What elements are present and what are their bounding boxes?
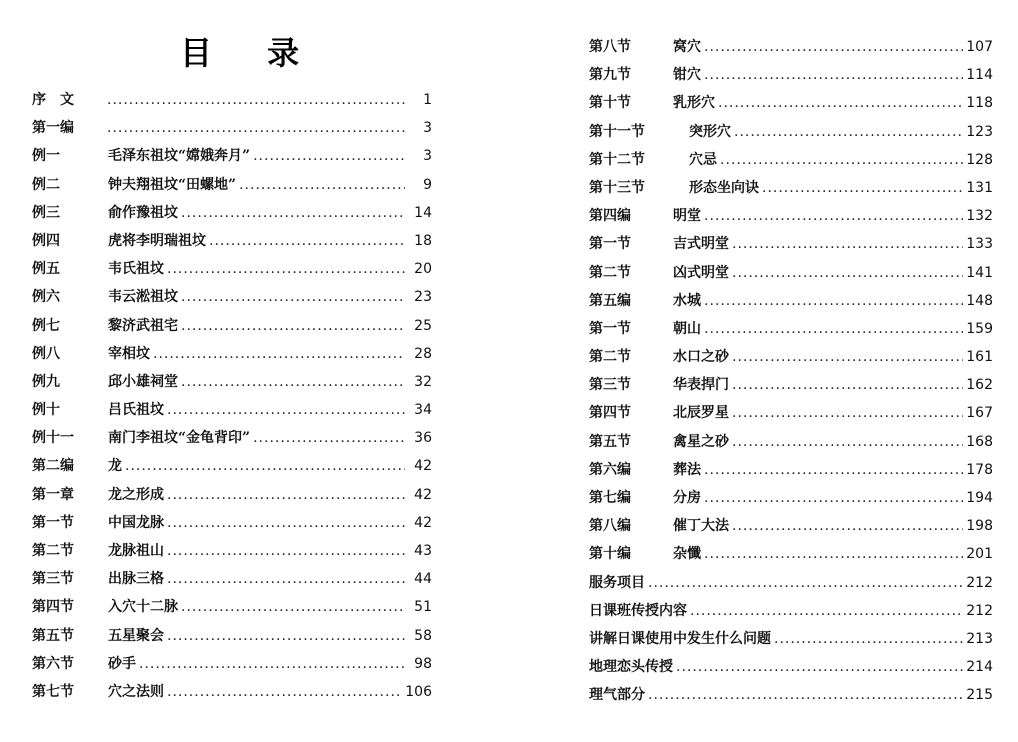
dot-leader bbox=[704, 202, 963, 230]
toc-entry-page: 162 bbox=[966, 377, 993, 394]
toc-entry-page: 107 bbox=[966, 39, 993, 55]
toc-entry-label: 例四 bbox=[32, 232, 60, 249]
toc-entry-heading: 钟夫翔祖坟“田螺地” bbox=[108, 176, 237, 193]
toc-entry-heading: 邱小雄祠堂 bbox=[108, 373, 178, 390]
toc-entry-heading: 韦氏祖坟 bbox=[108, 261, 164, 278]
toc-entry-label: 例七 bbox=[32, 317, 60, 334]
toc-entry bbox=[589, 259, 993, 287]
dot-leader bbox=[718, 89, 963, 117]
toc-entry bbox=[32, 340, 432, 368]
toc-entry-page: 98 bbox=[414, 655, 432, 672]
toc-entry bbox=[32, 565, 432, 593]
toc-entry-label: 第二节 bbox=[32, 543, 74, 559]
dot-leader bbox=[732, 259, 963, 287]
toc-entry-page: 118 bbox=[966, 95, 993, 112]
dot-leader bbox=[732, 230, 963, 258]
toc-entry-page: 168 bbox=[966, 433, 993, 450]
toc-entry-label: 例六 bbox=[32, 289, 60, 306]
toc-entry-heading: 黎济武祖宅 bbox=[108, 317, 178, 334]
dot-leader bbox=[167, 678, 402, 706]
dot-leader bbox=[167, 255, 405, 283]
dot-leader bbox=[107, 86, 405, 114]
dot-leader bbox=[704, 61, 963, 89]
toc-entry-page: 214 bbox=[966, 659, 993, 676]
toc-entry bbox=[589, 569, 993, 597]
toc-entry-page: 133 bbox=[966, 236, 993, 253]
toc-entry-label: 第二节 bbox=[589, 349, 631, 366]
dot-leader bbox=[181, 283, 405, 311]
toc-entry-label: 例八 bbox=[32, 345, 60, 362]
toc-entry-heading: 虎将李明瑞祖坟 bbox=[108, 232, 206, 249]
toc-entry-page: 18 bbox=[414, 232, 432, 249]
toc-entry-label: 第八编 bbox=[589, 518, 631, 535]
toc-entry-heading: 朝山 bbox=[673, 320, 701, 337]
toc-entry-page: 20 bbox=[414, 261, 432, 278]
dot-leader bbox=[139, 650, 405, 678]
toc-entry bbox=[589, 371, 993, 399]
toc-entry-heading: 形态坐向诀 bbox=[689, 179, 759, 196]
toc-entry bbox=[32, 283, 432, 311]
toc-entry-heading: 突形穴 bbox=[689, 123, 731, 140]
toc-entry-heading: 北辰罗星 bbox=[673, 405, 729, 422]
toc-entry-label: 日课班传授内容 bbox=[589, 602, 687, 619]
toc-entry-page: 36 bbox=[414, 430, 432, 447]
toc-entry-heading: 五星聚会 bbox=[108, 627, 164, 644]
toc-entry bbox=[32, 312, 432, 340]
dot-leader bbox=[704, 287, 963, 315]
toc-entry-page: 141 bbox=[966, 264, 993, 281]
dot-leader bbox=[732, 371, 963, 399]
toc-entry-label: 第二节 bbox=[589, 264, 631, 281]
toc-entry-page: 148 bbox=[966, 292, 993, 309]
toc-entry-page: 25 bbox=[414, 317, 432, 334]
toc-entry bbox=[589, 315, 993, 343]
dot-leader bbox=[704, 456, 963, 484]
toc-entry-page: 161 bbox=[966, 349, 993, 366]
dot-leader bbox=[167, 509, 405, 537]
toc-entry-label: 第八节 bbox=[589, 39, 631, 55]
toc-entry bbox=[32, 622, 432, 650]
dot-leader bbox=[253, 142, 405, 170]
toc-entry bbox=[589, 89, 993, 117]
toc-entry-label: 第五节 bbox=[589, 433, 631, 450]
dot-leader bbox=[676, 653, 963, 681]
toc-entry-label: 序 文 bbox=[32, 92, 74, 108]
toc-entry-heading: 分房 bbox=[673, 490, 701, 506]
dot-leader bbox=[704, 33, 963, 61]
toc-entry-label: 第十三节 bbox=[589, 179, 645, 196]
toc-entry-page: 32 bbox=[414, 373, 432, 390]
toc-entry-page: 212 bbox=[966, 574, 993, 591]
toc-entry-label: 第三节 bbox=[32, 571, 74, 588]
toc-entry bbox=[32, 593, 432, 621]
toc-entry-label: 例二 bbox=[32, 176, 60, 193]
toc-entry-page: 3 bbox=[423, 120, 432, 137]
toc-entry bbox=[589, 681, 993, 709]
toc-entry bbox=[589, 343, 993, 371]
toc-entry bbox=[32, 199, 432, 227]
toc-entry-heading: 俞作豫祖坟 bbox=[108, 204, 178, 221]
toc-entry-label: 例五 bbox=[32, 261, 60, 278]
toc-entry-page: 131 bbox=[966, 179, 993, 196]
toc-entry-heading: 华表捍门 bbox=[673, 377, 729, 394]
toc-entry-label: 例九 bbox=[32, 373, 60, 390]
toc-entry-label: 第二编 bbox=[32, 458, 74, 475]
dot-leader bbox=[181, 312, 405, 340]
dot-leader bbox=[153, 340, 405, 368]
toc-entry-label: 地理恋头传授 bbox=[589, 659, 673, 676]
toc-entry-label: 第四编 bbox=[589, 208, 631, 225]
toc-entry-heading: 禽星之砂 bbox=[673, 433, 729, 450]
toc-entry-label: 例十一 bbox=[32, 430, 74, 447]
toc-entry bbox=[589, 118, 993, 146]
dot-leader bbox=[690, 597, 963, 625]
toc-entry bbox=[589, 33, 993, 61]
toc-entry-label: 第七编 bbox=[589, 490, 631, 506]
toc-entry-label: 第四节 bbox=[589, 405, 631, 422]
toc-entry-page: 43 bbox=[414, 543, 432, 559]
toc-entry-page: 123 bbox=[966, 123, 993, 140]
dot-leader bbox=[125, 452, 405, 480]
toc-entry-page: 14 bbox=[414, 204, 432, 221]
dot-leader bbox=[704, 484, 963, 512]
toc-entry-page: 114 bbox=[966, 67, 993, 84]
toc-entry bbox=[32, 509, 432, 537]
toc-entry-heading: 中国龙脉 bbox=[108, 514, 164, 531]
dot-leader bbox=[774, 625, 963, 653]
dot-leader bbox=[167, 481, 405, 509]
dot-leader bbox=[648, 681, 963, 709]
toc-entry-heading: 凶式明堂 bbox=[673, 264, 729, 281]
toc-entry-label: 例一 bbox=[32, 148, 60, 165]
dot-leader bbox=[732, 399, 963, 427]
toc-entry-label: 第三节 bbox=[589, 377, 631, 394]
toc-entry-heading: 穴忌 bbox=[689, 151, 717, 168]
toc-entry-label: 第十一节 bbox=[589, 123, 645, 140]
dot-leader bbox=[167, 537, 405, 565]
toc-entry-page: 42 bbox=[414, 458, 432, 475]
toc-entry-heading: 吉式明堂 bbox=[673, 236, 729, 253]
toc-entry bbox=[589, 174, 993, 202]
toc-entry-page: 23 bbox=[414, 289, 432, 306]
toc-entry-heading: 入穴十二脉 bbox=[108, 599, 178, 616]
toc-entry-label: 第十编 bbox=[589, 546, 631, 563]
toc-entry-label: 讲解日课使用中发生什么问题 bbox=[589, 630, 771, 647]
toc-entry-page: 159 bbox=[966, 320, 993, 337]
toc-entry bbox=[32, 114, 432, 142]
toc-entry-label: 第一节 bbox=[32, 514, 74, 531]
toc-entry bbox=[32, 452, 432, 480]
toc-entry-page: 212 bbox=[966, 602, 993, 619]
toc-list-right bbox=[589, 33, 993, 710]
toc-entry-page: 106 bbox=[405, 683, 432, 700]
toc-entry-heading: 杂懺 bbox=[673, 546, 701, 563]
toc-entry-heading: 龙 bbox=[108, 458, 122, 475]
toc-entry-heading: 催丁大法 bbox=[673, 518, 729, 535]
toc-entry-label: 第六编 bbox=[589, 461, 631, 478]
toc-entry bbox=[32, 171, 432, 199]
toc-entry-label: 第七节 bbox=[32, 683, 74, 700]
toc-entry bbox=[32, 396, 432, 424]
toc-entry-page: 167 bbox=[966, 405, 993, 422]
dot-leader bbox=[704, 540, 963, 568]
toc-entry bbox=[589, 484, 993, 512]
dot-leader bbox=[253, 424, 405, 452]
dot-leader bbox=[167, 565, 405, 593]
toc-entry-label: 第六节 bbox=[32, 655, 74, 672]
toc-entry bbox=[32, 650, 432, 678]
toc-title: 目 录 bbox=[180, 34, 322, 72]
toc-entry bbox=[32, 537, 432, 565]
toc-entry-page: 215 bbox=[966, 687, 993, 704]
dot-leader bbox=[107, 114, 405, 142]
toc-entry-page: 44 bbox=[414, 571, 432, 588]
toc-entry-label: 第四节 bbox=[32, 599, 74, 616]
toc-entry-page: 51 bbox=[414, 599, 432, 616]
toc-entry-page: 34 bbox=[414, 402, 432, 419]
toc-entry-heading: 乳形穴 bbox=[673, 95, 715, 112]
toc-entry-page: 9 bbox=[423, 176, 432, 193]
toc-entry-page: 28 bbox=[414, 345, 432, 362]
toc-entry-label: 第九节 bbox=[589, 67, 631, 84]
toc-entry bbox=[589, 653, 993, 681]
dot-leader bbox=[181, 593, 405, 621]
toc-entry-page: 213 bbox=[966, 630, 993, 647]
toc-entry-heading: 葬法 bbox=[673, 461, 701, 478]
toc-entry-label: 第五编 bbox=[589, 292, 631, 309]
toc-entry-page: 194 bbox=[966, 490, 993, 506]
toc-entry-page: 132 bbox=[966, 208, 993, 225]
toc-entry bbox=[589, 597, 993, 625]
toc-entry-page: 1 bbox=[423, 92, 432, 108]
toc-entry-heading: 宰相坟 bbox=[108, 345, 150, 362]
toc-entry-heading: 穴之法则 bbox=[108, 683, 164, 700]
toc-entry-heading: 毛泽东祖坟“嫦娥奔月” bbox=[108, 148, 251, 165]
toc-entry-heading: 水口之砂 bbox=[673, 349, 729, 366]
toc-entry bbox=[589, 456, 993, 484]
toc-entry-page: 128 bbox=[966, 151, 993, 168]
toc-entry-page: 3 bbox=[423, 148, 432, 165]
toc-entry-label: 服务项目 bbox=[589, 574, 645, 591]
toc-entry-heading: 出脉三格 bbox=[108, 571, 164, 588]
dot-leader bbox=[209, 227, 405, 255]
toc-entry-label: 第一节 bbox=[589, 236, 631, 253]
toc-entry-heading: 南门李祖坟“金龟背印” bbox=[108, 430, 251, 447]
toc-entry-label: 理气部分 bbox=[589, 687, 645, 704]
dot-leader bbox=[181, 199, 405, 227]
toc-entry-heading: 钳穴 bbox=[673, 67, 701, 84]
dot-leader bbox=[239, 171, 405, 199]
dot-leader bbox=[734, 118, 963, 146]
dot-leader bbox=[732, 343, 963, 371]
dot-leader bbox=[720, 146, 963, 174]
toc-entry bbox=[32, 424, 432, 452]
toc-entry-label: 第五节 bbox=[32, 627, 74, 644]
toc-entry-heading: 水城 bbox=[673, 292, 701, 309]
toc-entry-label: 第十节 bbox=[589, 95, 631, 112]
toc-entry bbox=[589, 146, 993, 174]
dot-leader bbox=[732, 428, 963, 456]
toc-entry-heading: 砂手 bbox=[108, 655, 136, 672]
toc-entry bbox=[589, 399, 993, 427]
toc-entry bbox=[32, 255, 432, 283]
toc-entry bbox=[589, 202, 993, 230]
toc-entry-page: 201 bbox=[966, 546, 993, 563]
dot-leader bbox=[704, 315, 963, 343]
toc-entry-page: 58 bbox=[414, 627, 432, 644]
dot-leader bbox=[762, 174, 963, 202]
toc-entry-label: 第一编 bbox=[32, 120, 74, 137]
toc-entry bbox=[589, 625, 993, 653]
toc-entry-heading: 明堂 bbox=[673, 208, 701, 225]
toc-entry bbox=[589, 230, 993, 258]
toc-entry-page: 178 bbox=[966, 461, 993, 478]
dot-leader bbox=[167, 622, 405, 650]
toc-entry-label: 例三 bbox=[32, 204, 60, 221]
toc-entry bbox=[32, 227, 432, 255]
toc-entry bbox=[589, 61, 993, 89]
toc-list-left bbox=[32, 86, 432, 706]
dot-leader bbox=[167, 396, 405, 424]
toc-entry-heading: 韦云淞祖坟 bbox=[108, 289, 178, 306]
toc-entry-label: 例十 bbox=[32, 402, 60, 419]
toc-entry-heading: 龙之形成 bbox=[108, 486, 164, 503]
dot-leader bbox=[648, 569, 963, 597]
toc-entry-page: 42 bbox=[414, 486, 432, 503]
toc-entry-page: 198 bbox=[966, 518, 993, 535]
toc-entry-page: 42 bbox=[414, 514, 432, 531]
toc-entry bbox=[32, 142, 432, 170]
toc-entry-heading: 吕氏祖坟 bbox=[108, 402, 164, 419]
toc-entry bbox=[32, 86, 432, 114]
toc-entry-label: 第一章 bbox=[32, 486, 74, 503]
dot-leader bbox=[732, 512, 963, 540]
toc-entry bbox=[589, 287, 993, 315]
toc-entry-heading: 窝穴 bbox=[673, 39, 701, 55]
toc-entry bbox=[589, 428, 993, 456]
toc-entry-heading: 龙脉祖山 bbox=[108, 543, 164, 559]
toc-entry bbox=[32, 481, 432, 509]
toc-entry-label: 第十二节 bbox=[589, 151, 645, 168]
toc-entry bbox=[32, 678, 432, 706]
toc-entry-label: 第一节 bbox=[589, 320, 631, 337]
dot-leader bbox=[181, 368, 405, 396]
toc-entry bbox=[589, 540, 993, 568]
toc-entry bbox=[32, 368, 432, 396]
toc-entry bbox=[589, 512, 993, 540]
